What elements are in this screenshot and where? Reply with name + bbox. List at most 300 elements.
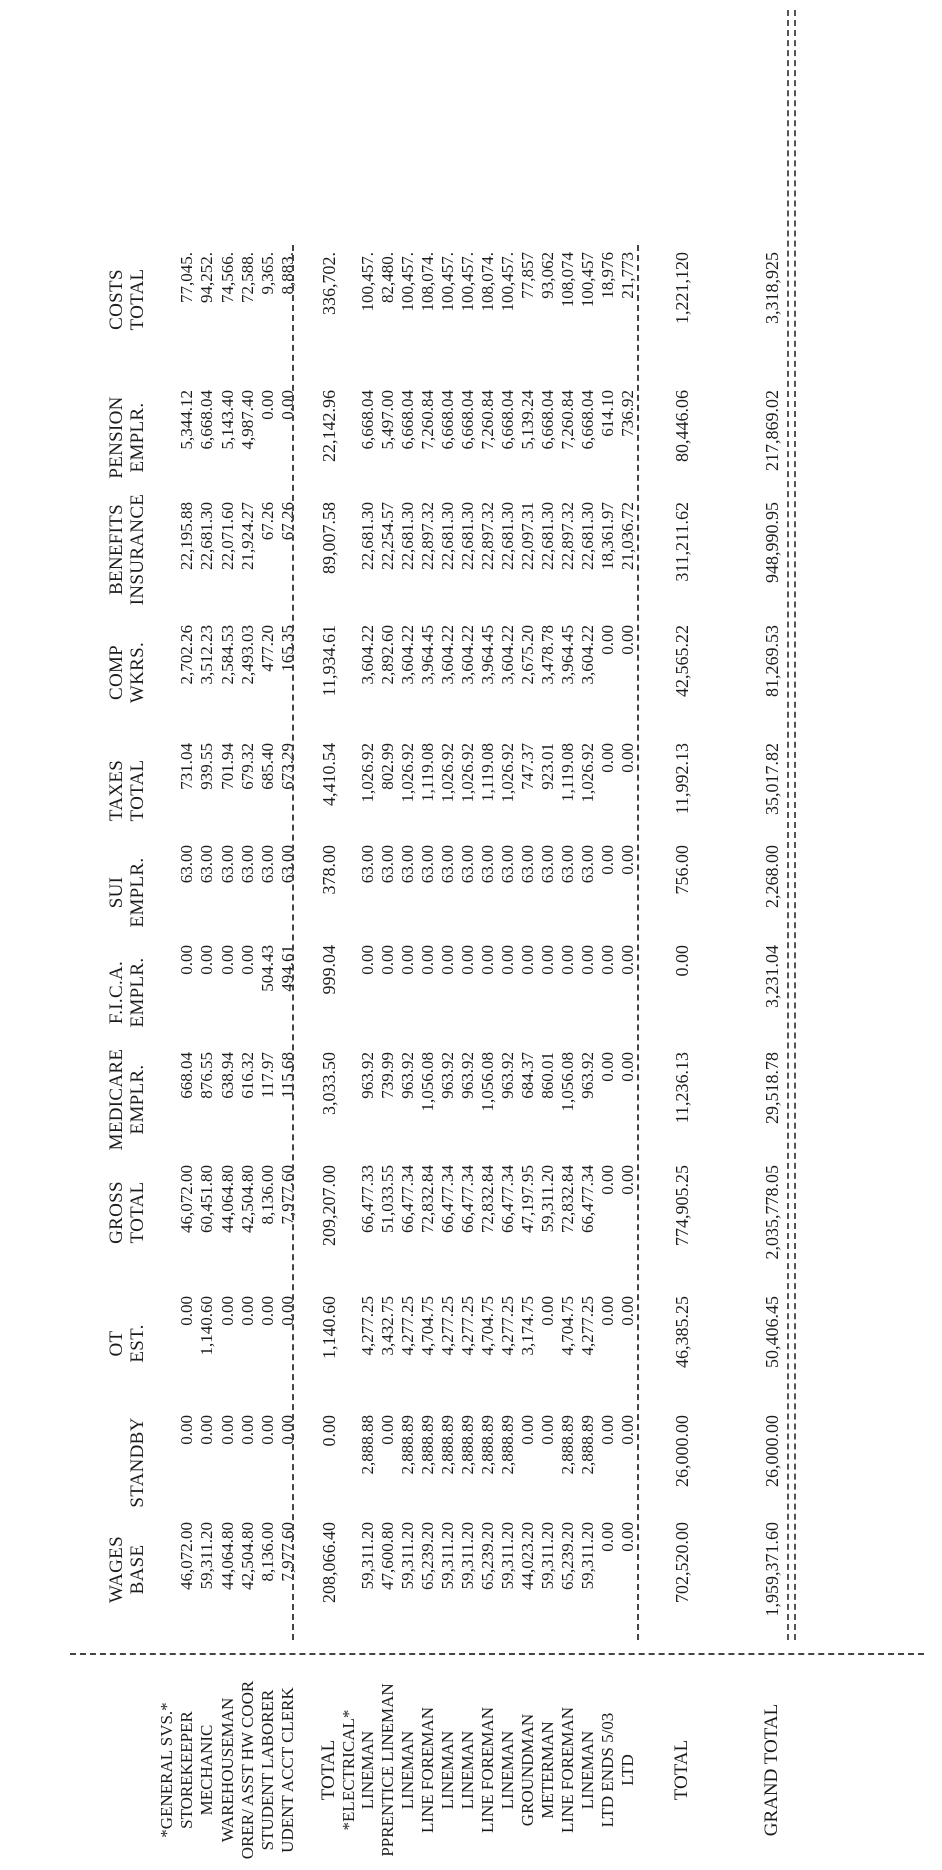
row-label: STUDENT LABORER (258, 1689, 277, 1851)
general-row-0-cell-emplr_fica: 0.00 (177, 945, 196, 975)
electrical-row-0-cell-emplr_fica: 0.00 (358, 945, 377, 975)
electrical-row-8-cell-base_wages: 44,023.20 (518, 1522, 537, 1590)
label-column-divider (70, 1653, 924, 1655)
electrical-row-4-cell-total_costs: 100,457. (438, 252, 457, 312)
electrical-row-2-cell-emplr_fica: 0.00 (398, 945, 417, 975)
row-label: MECHANIC (197, 1724, 216, 1816)
column-header-est_ot-line2: OT (106, 1330, 127, 1357)
electrical-row-10-cell-total_gross: 72,832.84 (558, 1165, 577, 1233)
electrical-row-4-cell-emplr_medicare: 963.92 (438, 1052, 457, 1099)
electrical-row-12-cell-total_taxes: 0.00 (598, 743, 617, 773)
grand-total-cell-standby: 26,000.00 (762, 1415, 782, 1487)
column-header-emplr_fica-line2: F.I.C.A. (106, 960, 127, 1025)
electrical-row-9-cell-wkrs_comp: 3,478.78 (538, 625, 557, 685)
column-header-total_taxes-line1: TOTAL (127, 759, 148, 822)
electrical-row-13-cell-wkrs_comp: 0.00 (618, 625, 637, 655)
general-total-cell-emplr_medicare: 3,033.50 (319, 1052, 339, 1115)
electrical-row-12-cell-base_wages: 0.00 (598, 1522, 617, 1552)
general-row-5-cell-total_costs: 8,883. (278, 252, 297, 295)
general-row-0-cell-wkrs_comp: 2,702.26 (177, 625, 196, 685)
electrical-row-1-cell-total_costs: 82,480. (378, 252, 397, 303)
electrical-row-5-cell-total_costs: 100,457. (458, 252, 477, 312)
row-label: LINE FOREMAN (418, 1706, 437, 1834)
electrical-row-12-cell-wkrs_comp: 0.00 (598, 625, 617, 655)
grand-total-cell-est_ot: 50,406.45 (762, 1296, 782, 1368)
electrical-row-11-cell-total_taxes: 1,026.92 (578, 743, 597, 803)
row-label: ORER/ ASST HW COOR (238, 1680, 257, 1860)
general-total-cell-insurance_benefits: 89,007.58 (319, 502, 339, 574)
grand-total-cell-wkrs_comp: 81,269.53 (762, 625, 782, 697)
electrical-row-6-cell-emplr_fica: 0.00 (478, 945, 497, 975)
general-row-3-cell-emplr_medicare: 616.32 (238, 1052, 257, 1099)
electrical-row-8-cell-total_taxes: 747.37 (518, 743, 537, 790)
column-header-emplr_sui-line2: SUI (106, 876, 127, 909)
electrical-row-9-cell-emplr_sui: 63.00 (538, 845, 557, 884)
electrical-row-7-cell-emplr_pension: 6,668.04 (498, 390, 517, 450)
general-row-2-cell-total_costs: 74,566. (218, 252, 237, 303)
electrical-row-12-cell-insurance_benefits: 18,361.97 (598, 502, 617, 570)
electrical-row-12-cell-standby: 0.00 (598, 1415, 617, 1445)
electrical-row-7-cell-wkrs_comp: 3,604.22 (498, 625, 517, 685)
electrical-row-3-cell-wkrs_comp: 3,964.45 (418, 625, 437, 685)
electrical-row-2-cell-total_taxes: 1,026.92 (398, 743, 417, 803)
general-row-4-cell-total_costs: 9,365. (258, 252, 277, 295)
general-row-5-cell-standby: 0.00 (278, 1415, 297, 1445)
general-row-5-cell-total_gross: 7,977.60 (278, 1165, 297, 1225)
electrical-row-2-cell-emplr_sui: 63.00 (398, 845, 417, 884)
electrical-row-6-cell-total_gross: 72,832.84 (478, 1165, 497, 1233)
electrical-row-9-cell-est_ot: 0.00 (538, 1296, 557, 1326)
total-label-electrical: TOTAL (671, 1739, 692, 1801)
electrical-row-4-cell-wkrs_comp: 3,604.22 (438, 625, 457, 685)
electrical-row-5-cell-total_taxes: 1,026.92 (458, 743, 477, 803)
electrical-row-5-cell-insurance_benefits: 22,681.30 (458, 502, 477, 570)
electrical-row-5-cell-emplr_fica: 0.00 (458, 945, 477, 975)
electrical-row-0-cell-total_taxes: 1,026.92 (358, 743, 377, 803)
electrical-row-1-cell-total_gross: 51,033.55 (378, 1165, 397, 1233)
general-row-1-cell-insurance_benefits: 22,681.30 (197, 502, 216, 570)
electrical-row-5-cell-emplr_pension: 6,668.04 (458, 390, 477, 450)
electrical-row-9-cell-standby: 0.00 (538, 1415, 557, 1445)
grand-total-cell-emplr_medicare: 29,518.78 (762, 1052, 782, 1124)
general-row-0-cell-base_wages: 46,072.00 (177, 1522, 196, 1590)
grand-total-double-rule (787, 10, 796, 1640)
electrical-row-1-cell-emplr_pension: 5,497.00 (378, 390, 397, 450)
general-row-0-cell-total_gross: 46,072.00 (177, 1165, 196, 1233)
general-row-5-cell-emplr_medicare: 115.68 (278, 1052, 297, 1099)
electrical-row-6-cell-emplr_sui: 63.00 (478, 845, 497, 884)
electrical-row-3-cell-est_ot: 4,704.75 (418, 1296, 437, 1356)
electrical-row-13-cell-standby: 0.00 (618, 1415, 637, 1445)
electrical-row-10-cell-emplr_medicare: 1,056.08 (558, 1052, 577, 1112)
row-label: LINEMAN (438, 1730, 457, 1810)
electrical-row-13-cell-emplr_fica: 0.00 (618, 945, 637, 975)
row-label: LINEMAN (578, 1730, 597, 1810)
total-label-general: TOTAL (318, 1739, 339, 1801)
electrical-row-0-cell-emplr_pension: 6,668.04 (358, 390, 377, 450)
electrical-row-8-cell-emplr_medicare: 684.37 (518, 1052, 537, 1099)
electrical-row-12-cell-est_ot: 0.00 (598, 1296, 617, 1326)
electrical-row-10-cell-standby: 2,888.89 (558, 1415, 577, 1475)
column-header-total_gross-line1: TOTAL (127, 1181, 148, 1244)
row-label: GROUNDMAN (518, 1713, 537, 1827)
electrical-row-7-cell-emplr_medicare: 963.92 (498, 1052, 517, 1099)
electrical-row-13-cell-total_gross: 0.00 (618, 1165, 637, 1195)
grand-total-cell-total_gross: 2,035,778.05 (762, 1165, 782, 1260)
row-label: LINEMAN (358, 1730, 377, 1810)
general-row-2-cell-emplr_medicare: 638.94 (218, 1052, 237, 1099)
row-label: STOREKEEPER (177, 1711, 196, 1829)
general-row-0-cell-emplr_sui: 63.00 (177, 845, 196, 884)
electrical-row-10-cell-total_taxes: 1,119.08 (558, 743, 577, 802)
electrical-row-7-cell-standby: 2,888.89 (498, 1415, 517, 1475)
subtotal-rule-electrical (637, 245, 639, 1640)
electrical-row-7-cell-base_wages: 59,311.20 (498, 1522, 517, 1590)
section-heading-electrical: *ELECTRICAL* (339, 1709, 358, 1831)
column-header-total_costs-line1: TOTAL (127, 268, 148, 331)
row-label: LINE FOREMAN (558, 1706, 577, 1834)
electrical-row-9-cell-emplr_fica: 0.00 (538, 945, 557, 975)
electrical-row-8-cell-total_costs: 77,857 (518, 252, 537, 299)
grand-total-cell-emplr_fica: 3,231.04 (762, 945, 782, 1008)
grand-total-cell-base_wages: 1,959,371.60 (762, 1522, 782, 1617)
electrical-row-12-cell-total_costs: 18,976 (598, 252, 617, 299)
electrical-row-6-cell-wkrs_comp: 3,964.45 (478, 625, 497, 685)
electrical-row-13-cell-emplr_pension: 736.92 (618, 390, 637, 437)
electrical-row-8-cell-wkrs_comp: 2,675.20 (518, 625, 537, 685)
column-header-insurance_benefits-line1: INSURANCE (127, 493, 148, 606)
electrical-row-4-cell-est_ot: 4,277.25 (438, 1296, 457, 1356)
electrical-total-cell-emplr_pension: 80,446.06 (672, 390, 692, 462)
column-header-wkrs_comp-line1: WKRS. (127, 641, 148, 704)
electrical-row-8-cell-emplr_sui: 63.00 (518, 845, 537, 884)
column-header-wkrs_comp-line2: COMP (106, 644, 127, 701)
general-row-4-cell-wkrs_comp: 477.20 (258, 625, 277, 672)
electrical-row-4-cell-insurance_benefits: 22,681.30 (438, 502, 457, 570)
general-row-4-cell-total_gross: 8,136.00 (258, 1165, 277, 1225)
electrical-row-9-cell-emplr_medicare: 860.01 (538, 1052, 557, 1099)
general-row-0-cell-total_costs: 77,045. (177, 252, 196, 303)
electrical-row-12-cell-emplr_pension: 614.10 (598, 390, 617, 437)
grand-total-cell-total_taxes: 35,017.82 (762, 743, 782, 815)
electrical-row-1-cell-emplr_sui: 63.00 (378, 845, 397, 884)
electrical-row-8-cell-insurance_benefits: 22,097.31 (518, 502, 537, 570)
electrical-row-6-cell-base_wages: 65,239.20 (478, 1522, 497, 1590)
electrical-row-2-cell-standby: 2,888.89 (398, 1415, 417, 1475)
electrical-row-5-cell-emplr_sui: 63.00 (458, 845, 477, 884)
general-row-0-cell-standby: 0.00 (177, 1415, 196, 1445)
electrical-total-cell-base_wages: 702,520.00 (672, 1522, 692, 1603)
electrical-row-2-cell-total_gross: 66,477.34 (398, 1165, 417, 1233)
general-row-2-cell-base_wages: 44,064.80 (218, 1522, 237, 1590)
electrical-row-7-cell-total_costs: 100,457. (498, 252, 517, 312)
general-row-1-cell-emplr_sui: 63.00 (197, 845, 216, 884)
electrical-row-1-cell-emplr_medicare: 739.99 (378, 1052, 397, 1099)
column-header-emplr_pension-line1: EMPLR. (127, 402, 148, 473)
row-label: LINEMAN (498, 1730, 517, 1810)
electrical-row-13-cell-emplr_medicare: 0.00 (618, 1052, 637, 1082)
electrical-row-6-cell-standby: 2,888.89 (478, 1415, 497, 1475)
electrical-row-1-cell-wkrs_comp: 2,892.60 (378, 625, 397, 685)
column-header-emplr_sui-line1: EMPLR. (127, 857, 148, 928)
electrical-row-4-cell-emplr_fica: 0.00 (438, 945, 457, 975)
electrical-row-12-cell-emplr_sui: 0.00 (598, 845, 617, 875)
electrical-row-3-cell-total_taxes: 1,119.08 (418, 743, 437, 802)
electrical-row-11-cell-emplr_medicare: 963.92 (578, 1052, 597, 1099)
general-row-2-cell-emplr_sui: 63.00 (218, 845, 237, 884)
electrical-total-cell-emplr_sui: 756.00 (672, 845, 692, 895)
electrical-row-0-cell-total_gross: 66,477.33 (358, 1165, 377, 1233)
electrical-row-13-cell-total_costs: 21,773 (618, 252, 637, 299)
electrical-row-5-cell-total_gross: 66,477.34 (458, 1165, 477, 1233)
electrical-row-11-cell-total_costs: 100,457 (578, 252, 597, 308)
electrical-row-1-cell-emplr_fica: 0.00 (378, 945, 397, 975)
electrical-row-12-cell-total_gross: 0.00 (598, 1165, 617, 1195)
row-label: LINEMAN (458, 1730, 477, 1810)
electrical-row-10-cell-emplr_pension: 7,260.84 (558, 390, 577, 450)
general-row-3-cell-base_wages: 42,504.80 (238, 1522, 257, 1590)
general-row-2-cell-total_taxes: 701.94 (218, 743, 237, 790)
electrical-row-7-cell-emplr_sui: 63.00 (498, 845, 517, 884)
electrical-row-6-cell-est_ot: 4,704.75 (478, 1296, 497, 1356)
general-row-1-cell-total_costs: 94,252. (197, 252, 216, 303)
electrical-row-2-cell-base_wages: 59,311.20 (398, 1522, 417, 1590)
general-row-3-cell-wkrs_comp: 2,493.03 (238, 625, 257, 685)
general-row-5-cell-emplr_sui: 63.00 (278, 845, 297, 884)
general-row-1-cell-base_wages: 59,311.20 (197, 1522, 216, 1590)
electrical-row-12-cell-emplr_medicare: 0.00 (598, 1052, 617, 1082)
row-label: METERMAN (538, 1721, 557, 1819)
general-row-0-cell-est_ot: 0.00 (177, 1296, 196, 1326)
electrical-row-0-cell-base_wages: 59,311.20 (358, 1522, 377, 1590)
general-row-0-cell-emplr_medicare: 668.04 (177, 1052, 196, 1099)
electrical-row-11-cell-base_wages: 59,311.20 (578, 1522, 597, 1590)
electrical-row-7-cell-total_gross: 66,477.34 (498, 1165, 517, 1233)
general-row-4-cell-emplr_pension: 0.00 (258, 390, 277, 420)
general-row-5-cell-emplr_pension: 0.00 (278, 390, 297, 420)
electrical-row-0-cell-est_ot: 4,277.25 (358, 1296, 377, 1356)
general-total-cell-wkrs_comp: 11,934.61 (319, 625, 339, 697)
electrical-row-13-cell-emplr_sui: 0.00 (618, 845, 637, 875)
electrical-row-6-cell-emplr_medicare: 1,056.08 (478, 1052, 497, 1112)
electrical-row-5-cell-standby: 2,888.89 (458, 1415, 477, 1475)
general-row-4-cell-emplr_medicare: 117.97 (258, 1052, 277, 1099)
subtotal-rule-general (292, 245, 294, 1640)
grand-total-cell-insurance_benefits: 948,990.95 (762, 502, 782, 583)
general-row-5-cell-est_ot: 0.00 (278, 1296, 297, 1326)
electrical-row-5-cell-emplr_medicare: 963.92 (458, 1052, 477, 1099)
general-row-5-cell-wkrs_comp: 165.35 (278, 625, 297, 672)
general-row-1-cell-emplr_fica: 0.00 (197, 945, 216, 975)
electrical-row-6-cell-emplr_pension: 7,260.84 (478, 390, 497, 450)
column-header-total_costs-line2: COSTS (106, 269, 127, 330)
row-label: UDENT ACCT CLERK (278, 1687, 297, 1853)
electrical-row-6-cell-total_costs: 108,074. (478, 252, 497, 312)
electrical-row-10-cell-est_ot: 4,704.75 (558, 1296, 577, 1356)
general-row-2-cell-total_gross: 44,064.80 (218, 1165, 237, 1233)
electrical-row-7-cell-total_taxes: 1,026.92 (498, 743, 517, 803)
electrical-row-0-cell-total_costs: 100,457. (358, 252, 377, 312)
column-header-standby-line1: STANDBY (127, 1417, 148, 1508)
general-row-1-cell-standby: 0.00 (197, 1415, 216, 1445)
row-label: PPRENTICE LINEMAN (378, 1683, 397, 1857)
general-row-1-cell-est_ot: 1,140.60 (197, 1296, 216, 1356)
electrical-row-5-cell-wkrs_comp: 3,604.22 (458, 625, 477, 685)
row-label: LTD ENDS 5/03 (598, 1712, 617, 1828)
general-total-cell-standby: 0.00 (319, 1415, 339, 1447)
general-total-cell-emplr_pension: 22,142.96 (319, 390, 339, 462)
grand-total-cell-emplr_sui: 2,268.00 (762, 845, 782, 908)
electrical-row-11-cell-est_ot: 4,277.25 (578, 1296, 597, 1356)
electrical-row-1-cell-base_wages: 47,600.80 (378, 1522, 397, 1590)
electrical-total-cell-total_taxes: 11,992.13 (672, 743, 692, 815)
general-row-4-cell-emplr_sui: 63.00 (258, 845, 277, 884)
electrical-row-3-cell-emplr_fica: 0.00 (418, 945, 437, 975)
electrical-row-0-cell-emplr_medicare: 963.92 (358, 1052, 377, 1099)
general-row-2-cell-emplr_pension: 5,143.40 (218, 390, 237, 450)
electrical-row-11-cell-emplr_fica: 0.00 (578, 945, 597, 975)
electrical-row-5-cell-base_wages: 59,311.20 (458, 1522, 477, 1590)
electrical-row-7-cell-est_ot: 4,277.25 (498, 1296, 517, 1356)
general-row-1-cell-wkrs_comp: 3,512.23 (197, 625, 216, 685)
general-total-cell-base_wages: 208,066.40 (319, 1522, 339, 1603)
general-row-3-cell-total_costs: 72,588. (238, 252, 257, 303)
row-label: LINEMAN (398, 1730, 417, 1810)
electrical-row-10-cell-total_costs: 108,074 (558, 252, 577, 308)
general-row-4-cell-est_ot: 0.00 (258, 1296, 277, 1326)
general-row-3-cell-standby: 0.00 (238, 1415, 257, 1445)
general-row-5-cell-emplr_fica: 494.61 (278, 945, 297, 992)
column-header-total_gross-line2: GROSS (106, 1181, 127, 1244)
general-row-3-cell-est_ot: 0.00 (238, 1296, 257, 1326)
electrical-row-3-cell-total_gross: 72,832.84 (418, 1165, 437, 1233)
electrical-row-2-cell-wkrs_comp: 3,604.22 (398, 625, 417, 685)
general-row-4-cell-insurance_benefits: 67.26 (258, 502, 277, 541)
row-label: LINE FOREMAN (478, 1706, 497, 1834)
general-total-cell-total_taxes: 4,410.54 (319, 743, 339, 806)
general-row-2-cell-emplr_fica: 0.00 (218, 945, 237, 975)
electrical-row-2-cell-emplr_medicare: 963.92 (398, 1052, 417, 1099)
general-row-5-cell-base_wages: 7,977.60 (278, 1522, 297, 1582)
electrical-row-11-cell-emplr_sui: 63.00 (578, 845, 597, 884)
general-row-2-cell-wkrs_comp: 2,584.53 (218, 625, 237, 685)
electrical-row-10-cell-emplr_fica: 0.00 (558, 945, 577, 975)
general-row-5-cell-insurance_benefits: 67.26 (278, 502, 297, 541)
general-row-2-cell-standby: 0.00 (218, 1415, 237, 1445)
electrical-row-3-cell-emplr_medicare: 1,056.08 (418, 1052, 437, 1112)
general-row-4-cell-standby: 0.00 (258, 1415, 277, 1445)
column-header-total_taxes-line2: TAXES (106, 759, 127, 822)
general-row-3-cell-total_taxes: 679.32 (238, 743, 257, 790)
general-row-2-cell-est_ot: 0.00 (218, 1296, 237, 1326)
electrical-row-9-cell-insurance_benefits: 22,681.30 (538, 502, 557, 570)
electrical-row-3-cell-emplr_sui: 63.00 (418, 845, 437, 884)
grand-total-label: GRAND TOTAL (761, 1703, 782, 1837)
electrical-row-7-cell-insurance_benefits: 22,681.30 (498, 502, 517, 570)
general-row-3-cell-insurance_benefits: 21,924.27 (238, 502, 257, 570)
electrical-row-1-cell-insurance_benefits: 22,254.57 (378, 502, 397, 570)
electrical-total-cell-est_ot: 46,385.25 (672, 1296, 692, 1368)
electrical-row-8-cell-est_ot: 3,174.75 (518, 1296, 537, 1356)
electrical-row-10-cell-emplr_sui: 63.00 (558, 845, 577, 884)
electrical-row-2-cell-total_costs: 100,457. (398, 252, 417, 312)
general-total-cell-total_costs: 336,702. (319, 252, 339, 315)
general-row-0-cell-insurance_benefits: 22,195.88 (177, 502, 196, 570)
general-total-cell-emplr_sui: 378.00 (319, 845, 339, 895)
general-row-1-cell-total_taxes: 939.55 (197, 743, 216, 790)
electrical-total-cell-emplr_fica: 0.00 (672, 945, 692, 977)
column-header-emplr_fica-line1: EMPLR. (127, 957, 148, 1028)
electrical-row-4-cell-base_wages: 59,311.20 (438, 1522, 457, 1590)
general-row-1-cell-emplr_pension: 6,668.04 (197, 390, 216, 450)
electrical-row-8-cell-emplr_pension: 5,139.24 (518, 390, 537, 450)
electrical-row-2-cell-insurance_benefits: 22,681.30 (398, 502, 417, 570)
electrical-row-3-cell-emplr_pension: 7,260.84 (418, 390, 437, 450)
electrical-row-11-cell-standby: 2,888.89 (578, 1415, 597, 1475)
general-row-3-cell-total_gross: 42,504.80 (238, 1165, 257, 1233)
general-row-1-cell-total_gross: 60,451.80 (197, 1165, 216, 1233)
column-header-emplr_pension-line2: PENSION (106, 396, 127, 479)
electrical-row-13-cell-base_wages: 0.00 (618, 1522, 637, 1552)
electrical-row-2-cell-est_ot: 4,277.25 (398, 1296, 417, 1356)
electrical-total-cell-total_gross: 774,905.25 (672, 1165, 692, 1246)
general-row-3-cell-emplr_pension: 4,987.40 (238, 390, 257, 450)
electrical-row-13-cell-insurance_benefits: 21,036.72 (618, 502, 637, 570)
electrical-row-8-cell-standby: 0.00 (518, 1415, 537, 1445)
electrical-row-3-cell-total_costs: 108,074. (418, 252, 437, 312)
electrical-row-0-cell-standby: 2,888.88 (358, 1415, 377, 1475)
general-row-0-cell-emplr_pension: 5,344.12 (177, 390, 196, 450)
general-row-4-cell-base_wages: 8,136.00 (258, 1522, 277, 1582)
general-row-2-cell-insurance_benefits: 22,071.60 (218, 502, 237, 570)
column-header-base_wages-line2: WAGES (106, 1536, 127, 1603)
electrical-row-3-cell-insurance_benefits: 22,897.32 (418, 502, 437, 570)
electrical-row-6-cell-total_taxes: 1,119.08 (478, 743, 497, 802)
electrical-row-8-cell-emplr_fica: 0.00 (518, 945, 537, 975)
electrical-row-4-cell-total_taxes: 1,026.92 (438, 743, 457, 803)
section-heading-general-svs: *GENERAL SVS.* (157, 1702, 176, 1838)
electrical-row-10-cell-base_wages: 65,239.20 (558, 1522, 577, 1590)
electrical-row-9-cell-total_costs: 93,062 (538, 252, 557, 299)
electrical-total-cell-standby: 26,000.00 (672, 1415, 692, 1487)
row-label: LTD (618, 1754, 637, 1786)
general-total-cell-emplr_fica: 999.04 (319, 945, 339, 995)
electrical-row-12-cell-emplr_fica: 0.00 (598, 945, 617, 975)
electrical-row-9-cell-total_gross: 59,311.20 (538, 1165, 557, 1233)
electrical-row-1-cell-est_ot: 3,432.75 (378, 1296, 397, 1356)
electrical-row-1-cell-standby: 0.00 (378, 1415, 397, 1445)
column-header-emplr_medicare-line2: MEDICARE (106, 1048, 127, 1151)
electrical-row-6-cell-insurance_benefits: 22,897.32 (478, 502, 497, 570)
electrical-row-9-cell-emplr_pension: 6,668.04 (538, 390, 557, 450)
column-header-insurance_benefits-line2: BENEFITS (106, 503, 127, 596)
electrical-row-0-cell-emplr_sui: 63.00 (358, 845, 377, 884)
electrical-row-10-cell-wkrs_comp: 3,964.45 (558, 625, 577, 685)
electrical-total-cell-insurance_benefits: 311,211.62 (672, 502, 692, 582)
electrical-row-1-cell-total_taxes: 802.99 (378, 743, 397, 790)
grand-total-cell-total_costs: 3,318,925 (762, 252, 782, 324)
general-row-5-cell-total_taxes: 673.29 (278, 743, 297, 790)
general-total-cell-est_ot: 1,140.60 (319, 1296, 339, 1359)
electrical-row-11-cell-insurance_benefits: 22,681.30 (578, 502, 597, 570)
general-row-0-cell-total_taxes: 731.04 (177, 743, 196, 790)
electrical-row-4-cell-standby: 2,888.89 (438, 1415, 457, 1475)
general-total-cell-total_gross: 209,207.00 (319, 1165, 339, 1246)
electrical-row-9-cell-total_taxes: 923.01 (538, 743, 557, 790)
electrical-row-13-cell-total_taxes: 0.00 (618, 743, 637, 773)
electrical-row-9-cell-base_wages: 59,311.20 (538, 1522, 557, 1590)
electrical-row-11-cell-total_gross: 66,477.34 (578, 1165, 597, 1233)
